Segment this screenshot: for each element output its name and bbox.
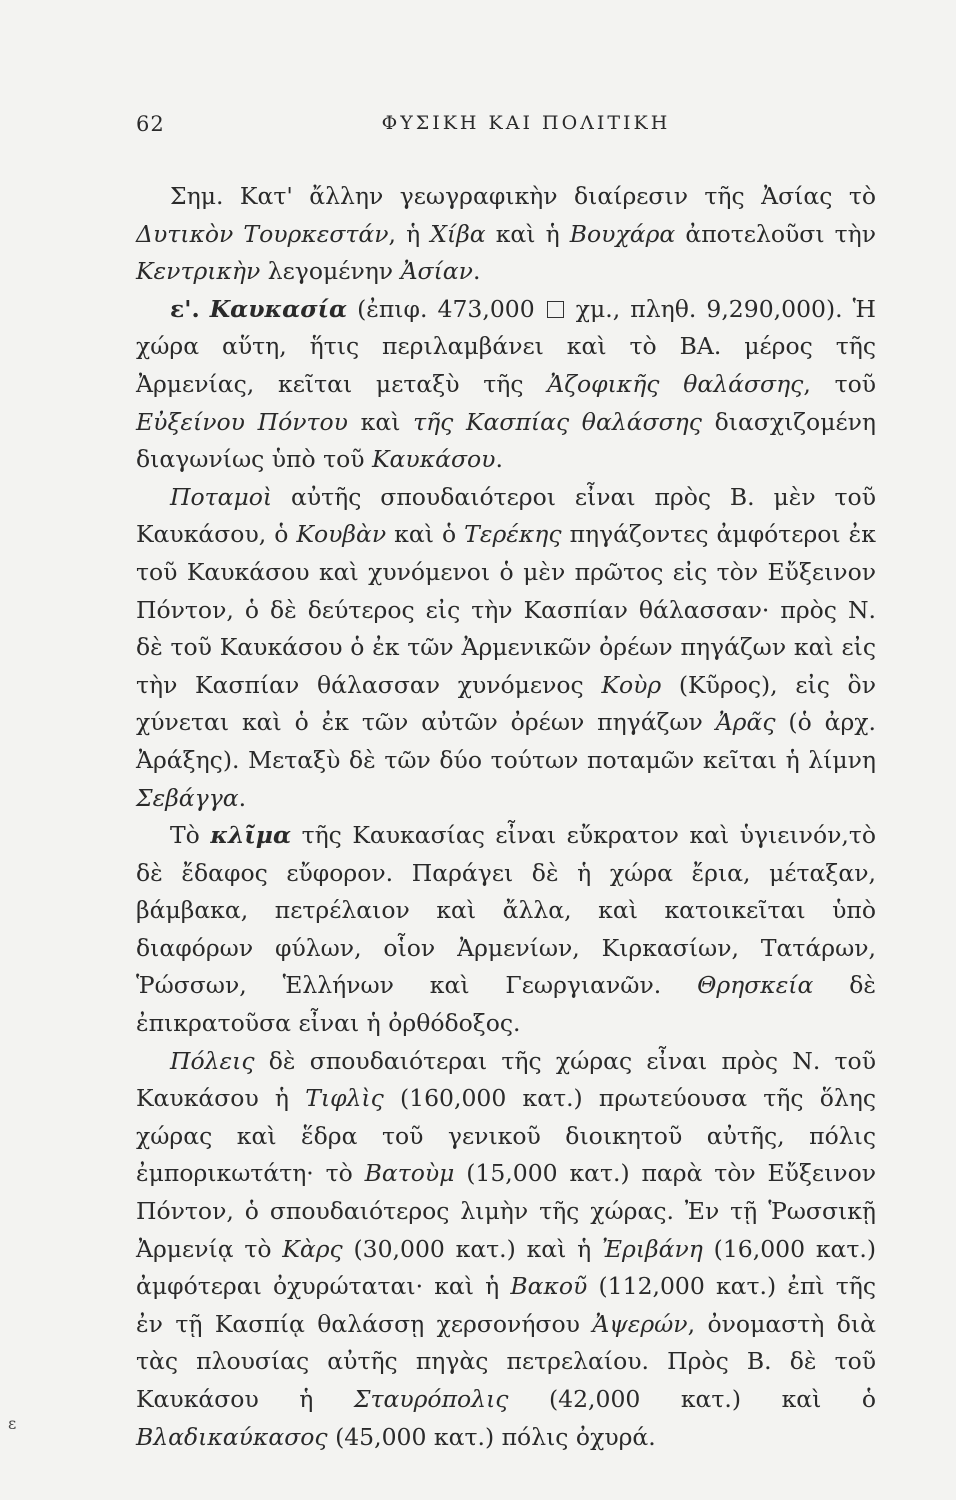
- caucasus-text: (ἐπιφ. 473,000: [347, 294, 545, 323]
- city-stavropol: Σταυρόπολις: [353, 1385, 509, 1413]
- religion-label: Θρησκεία: [697, 971, 814, 1000]
- note-text: λεγομένην: [260, 257, 401, 286]
- lake-sevanga: Σεβάγγα: [136, 783, 239, 812]
- place-caucasus: Καυκάσου: [372, 445, 496, 474]
- river-terek: Τερέκης: [464, 520, 562, 549]
- note-text: καὶ ἡ: [485, 219, 570, 248]
- river-kuban: Κουβὰν: [296, 520, 387, 549]
- rivers-text: (ὁ ἀρχ. Ἀράξης). Μεταξὺ δὲ τῶν δύο τούτων ποταμῶν κεῖται ἡ λίμνη: [136, 708, 877, 774]
- cities-paragraph: [136, 1043, 876, 1457]
- place-caspian: τῆς Κασπίας θαλάσσης: [413, 407, 702, 436]
- cities-text: (30,000 κατ.) καὶ ἡ: [342, 1234, 602, 1263]
- climate-text: τῆς Καυκασίας εἶναι εὔκρατον καὶ ὑγιεινόν,τὸ δὲ ἔδαφος εὔφορον. Παράγει δὲ ἡ χώρα ἔρια, μέταξαν, βάμβακα, πετρέλαιον καὶ ἄλλα, καὶ κατοικεῖται ὑπὸ διαφόρων φύλων, οἷον Ἀρμενίων, Κιρκασίων, Τατάρων, Ῥώσσων, Ἑλλήνων καὶ Γεωργιανῶν.: [136, 821, 877, 1000]
- section-marker: ε'.: [170, 294, 200, 323]
- rivers-text: (Κῦρος), εἰς ὃν χύνεται καὶ ὁ ἐκ τῶν αὐτῶν ὀρέων πηγάζων: [136, 670, 876, 737]
- caucasus-text: διασχιζομένη διαγωνίως ὑπὸ τοῦ: [136, 407, 877, 474]
- climate-paragraph: [136, 817, 876, 1043]
- margin-mark: ɛ: [8, 1414, 17, 1433]
- square-symbol-icon: [547, 301, 564, 318]
- place-apsheron: Ἀψερών: [592, 1309, 688, 1338]
- city-vladikavkaz: Βλαδικαύκασος: [136, 1422, 328, 1451]
- rivers-text: αὐτῆς σπουδαιότεροι εἶναι πρὸς Β. μὲν τοῦ Καυκάσου, ὁ: [136, 482, 876, 549]
- note-place-west-turkestan: Δυτικὸν Τουρκεστάν: [136, 219, 389, 248]
- city-tiflis: Τιφλὶς: [305, 1084, 384, 1113]
- climate-text: δὲ ἐπικρατοῦσα εἶναι ἡ ὀρθόδοξος.: [136, 971, 877, 1038]
- cities-text: (15,000 κατ.) παρὰ τὸν Εὔξεινον Πόντον, ὁ σπουδαιότερος λιμὴν τῆς χώρας. Ἐν τῇ Ῥωσσικῇ Ἀρμενίᾳ τὸ: [136, 1159, 876, 1263]
- note-place-central: Κεντρικὴν: [136, 257, 261, 286]
- caucasus-text: καὶ: [347, 407, 414, 436]
- note-place-bukhara: Βουχάρα: [569, 219, 676, 248]
- cities-text: (42,000 κατ.) καὶ ὁ: [508, 1385, 876, 1413]
- note-place-khiva: Χίβα: [430, 219, 486, 248]
- city-kars: Κὰρς: [282, 1234, 343, 1263]
- rivers-label: Ποταμοὶ: [170, 482, 273, 511]
- cities-text: (45,000 κατ.) πόλις ὀχυρά.: [327, 1422, 656, 1451]
- river-kur: Κοὺρ: [601, 670, 662, 699]
- rivers-text: πηγάζοντες ἀμφότεροι ἐκ τοῦ Καυκάσου καὶ χυνόμενοι ὁ μὲν πρῶτος εἰς τὸν Εὔξεινον Πόντον, ὁ δὲ δεύτερος εἰς τὴν Κασπίαν θάλασσαν· πρὸς Ν. δὲ τοῦ Καυκάσου ὁ ἐκ τῶν Ἀρμενικῶν ὀρέων πηγάζων καὶ εἰς τὴν Κασπίαν θάλασσαν χυνόμενος: [136, 520, 876, 699]
- river-aras: Ἀρᾶς: [715, 708, 776, 737]
- note-text: , ἡ: [388, 219, 431, 248]
- note-paragraph: [136, 178, 876, 291]
- city-baku: Βακοῦ: [510, 1272, 588, 1301]
- rivers-paragraph: [136, 479, 876, 817]
- rivers-text: καὶ ὁ: [386, 520, 465, 549]
- rivers-text: .: [238, 783, 247, 812]
- caucasus-text: , τοῦ: [803, 369, 876, 398]
- city-erivan: Ἐριβάνη: [601, 1234, 703, 1263]
- place-azov-sea: Ἀζοφικῆς θαλάσσης: [547, 369, 804, 398]
- section-title: Καυκασία: [209, 294, 348, 323]
- climate-text: Τὸ: [170, 821, 211, 850]
- page-number: 62: [136, 112, 165, 136]
- note-text: ἀποτελοῦσι τὴν: [675, 219, 877, 248]
- cities-text: (16,000 κατ.) ἀμφότεραι ὀχυρώταται· καὶ ἡ: [136, 1234, 877, 1301]
- running-title: ΦΥΣΙΚΗ ΚΑΙ ΠΟΛΙΤΙΚΗ: [381, 112, 671, 134]
- page-header: [136, 112, 876, 152]
- place-euxine: Εὐξείνου Πόντου: [136, 407, 348, 436]
- note-place-asia: Ἀσίαν: [400, 257, 473, 286]
- caucasus-text: χμ., πληθ. 9,290,000). Ἡ χώρα αὕτη, ἥτις περιλαμβάνει καὶ τὸ ΒΑ. μέρος τῆς Ἀρμενίας, κεῖται μεταξὺ τῆς: [136, 294, 876, 398]
- cities-text: , ὀνομαστὴ διὰ τὰς πλουσίας αὐτῆς πηγὰς πετρελαίου. Πρὸς Β. δὲ τοῦ Καυκάσου ἡ: [136, 1309, 876, 1413]
- note-text: Σημ. Κατ' ἄλλην γεωγραφικὴν διαίρεσιν τῆς Ἀσίας τὸ: [170, 182, 876, 210]
- cities-text: δὲ σπουδαιότεραι τῆς χώρας εἶναι πρὸς Ν. τοῦ Καυκάσου ἡ: [136, 1046, 876, 1113]
- page-body: [136, 178, 876, 1456]
- cities-text: (160,000 κατ.) πρωτεύουσα τῆς ὅλης χώρας καὶ ἕδρα τοῦ γενικοῦ διοικητοῦ αὐτῆς, πόλις ἐμπορικωτάτη· τὸ: [136, 1084, 876, 1188]
- cities-text: (112,000 κατ.) ἐπὶ τῆς ἐν τῇ Κασπίᾳ θαλάσσῃ χερσονήσου: [136, 1272, 876, 1338]
- caucasus-text: .: [495, 445, 503, 474]
- climate-label: κλῖμα: [210, 821, 292, 850]
- city-batum: Βατοὺμ: [364, 1159, 455, 1188]
- note-text: .: [472, 257, 481, 286]
- cities-label: Πόλεις: [170, 1046, 255, 1075]
- caucasus-paragraph: [136, 291, 876, 479]
